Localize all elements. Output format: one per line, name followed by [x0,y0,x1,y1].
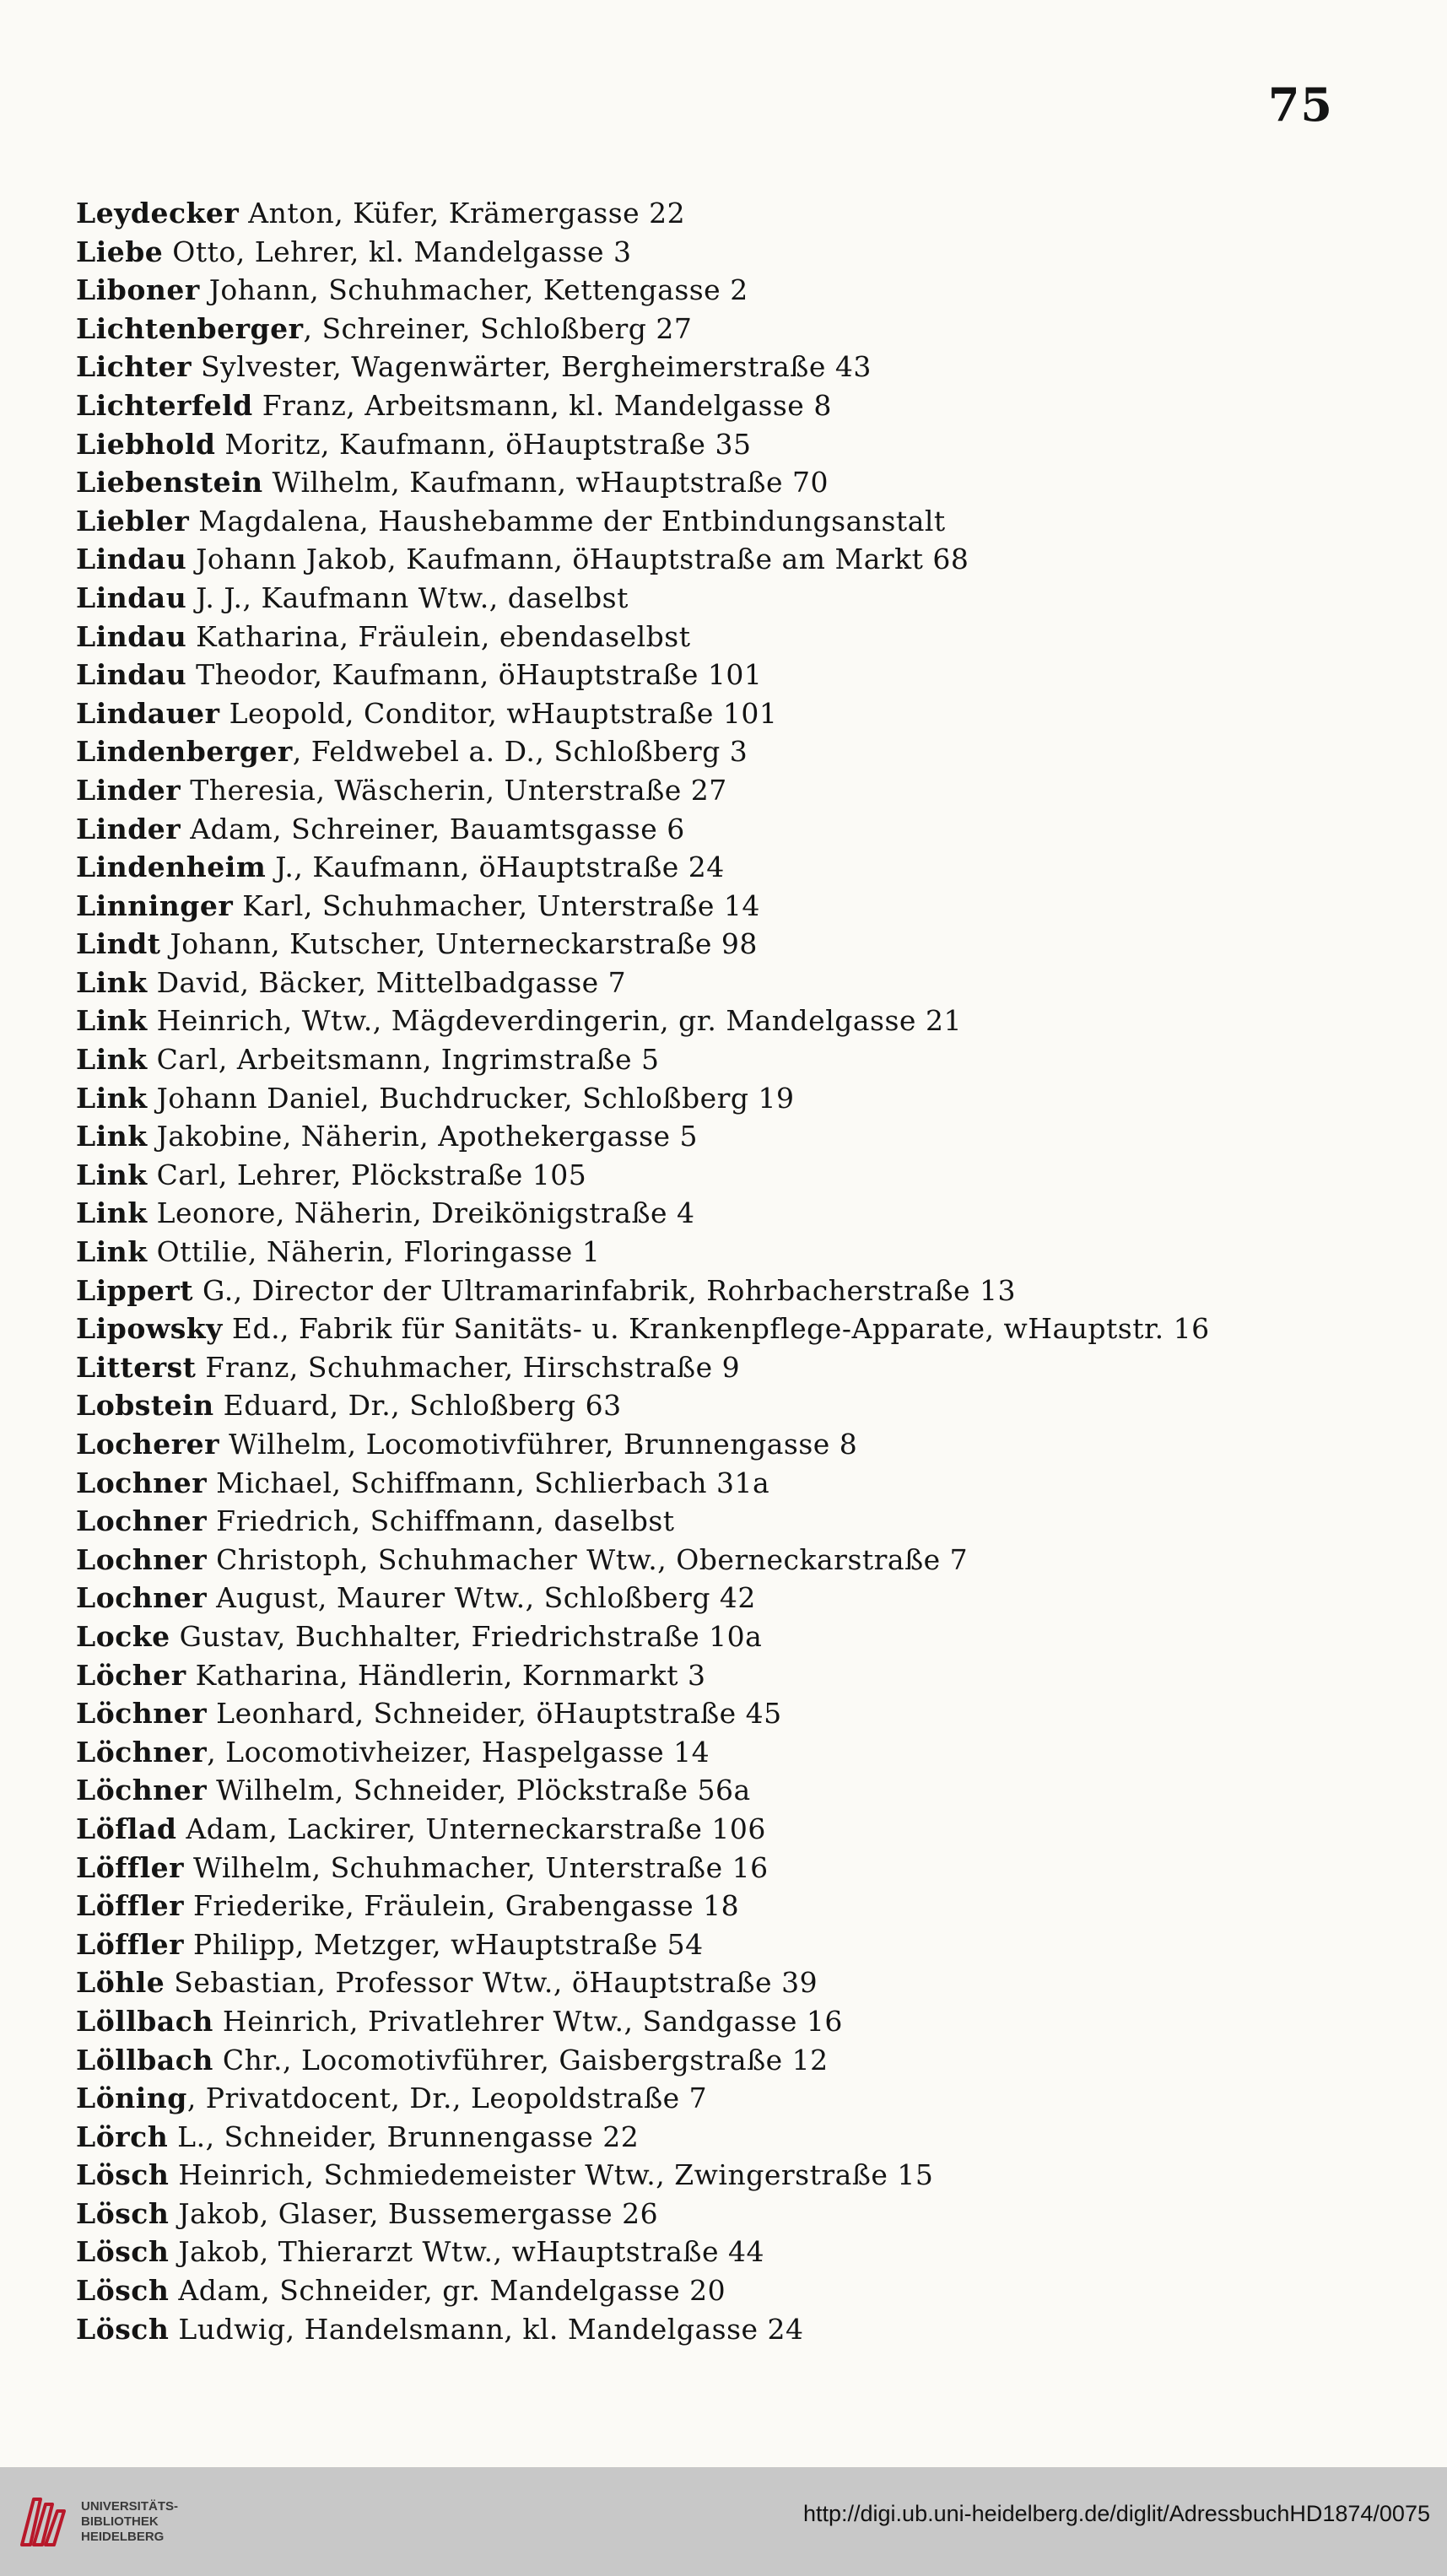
address-entry [76,1117,1409,1156]
entry-surname: Löcher [76,1658,186,1692]
entry-surname: Löllbach [76,2004,213,2038]
address-entry [76,1771,1409,1810]
entry-surname: Löning [76,2082,187,2115]
entry-surname: Link [76,1120,148,1153]
address-entry [76,271,1409,310]
entry-surname: Liebenstein [76,466,263,500]
entry-details: Leonore, Näherin, Dreikönigstraße 4 [147,1196,695,1230]
entry-surname: Löhle [76,1966,165,2000]
entry-surname: Lippert [76,1273,194,1307]
entry-surname: Liebe [76,235,164,268]
address-entry [76,771,1409,810]
entry-surname: Löffler [76,1927,185,1961]
entry-surname: Löchner [76,1697,208,1731]
entry-details: Chr., Locomotivführer, Gaisbergstraße 12 [213,2043,829,2076]
entry-surname: Löllbach [76,2043,213,2076]
address-entry [76,1694,1409,1733]
address-entry [76,310,1409,348]
entry-details: Adam, Schreiner, Bauamtsgasse 6 [181,812,685,845]
entry-surname: Lindau [76,543,187,576]
address-entry [76,1617,1409,1656]
entry-details: , Schreiner, Schloßberg 27 [303,311,693,345]
entry-surname: Lobstein [76,1389,214,1423]
address-entry [76,1002,1409,1040]
entry-surname: Löffler [76,1850,185,1884]
entry-details: Carl, Lehrer, Plöckstraße 105 [147,1158,587,1191]
address-entry [76,694,1409,733]
entry-details: Otto, Lehrer, kl. Mandelgasse 3 [163,235,632,268]
entry-surname: Lindau [76,658,187,692]
entry-surname: Lochner [76,1581,208,1615]
entry-surname: Leydecker [76,197,240,230]
entry-surname: Löflad [76,1812,177,1845]
entry-surname: Lindauer [76,696,220,730]
library-logo-icon [15,2492,74,2552]
address-entry [76,925,1409,964]
entry-surname: Lindenheim [76,851,267,884]
entry-details: Katharina, Händlerin, Kornmarkt 3 [186,1658,706,1692]
address-entry [76,656,1409,694]
entry-details: Jakobine, Näherin, Apothekergasse 5 [147,1120,699,1153]
entry-details: Friedrich, Schiffmann, daselbst [207,1504,675,1538]
entry-details: Johann, Kutscher, Unterneckarstraße 98 [160,927,758,961]
entry-surname: Link [76,1196,148,1230]
entry-details: Adam, Schneider, gr. Mandelgasse 20 [169,2274,726,2308]
entry-details: , Locomotivheizer, Haspelgasse 14 [207,1735,710,1769]
entry-surname: Lichterfeld [76,388,253,422]
address-entry [76,887,1409,926]
address-entry [76,1310,1409,1348]
address-entry [76,1348,1409,1387]
address-entry [76,732,1409,771]
entry-surname: Löchner [76,1774,208,1807]
entry-surname: Löchner [76,1735,208,1769]
library-name-line: BIBLIOTHEK [81,2514,159,2529]
entry-surname: Locke [76,1619,170,1653]
address-entry [76,618,1409,656]
address-entry [76,1194,1409,1233]
entry-surname: Lösch [76,2235,170,2269]
entry-surname: Lösch [76,2274,170,2308]
entry-details: Heinrich, Schmiedemeister Wtw., Zwingerstraße 15 [169,2158,934,2192]
entry-surname: Lichtenberger [76,311,304,345]
address-entry [76,2002,1409,2041]
entry-details: Leopold, Conditor, wHauptstraße 101 [219,696,778,730]
address-entry [76,2079,1409,2118]
entry-surname: Linder [76,812,181,845]
entry-surname: Link [76,1043,148,1077]
address-entry [76,2156,1409,2195]
entry-surname: Lindau [76,619,187,653]
entry-details: Christoph, Schuhmacher Wtw., Oberneckarstraße 7 [207,1542,969,1576]
entry-details: Michael, Schiffmann, Schlierbach 31a [207,1466,770,1499]
entry-details: Heinrich, Wtw., Mägdeverdingerin, gr. Mandelgasse 21 [147,1004,962,1038]
entry-surname: Lösch [76,2312,170,2346]
entry-details: Franz, Arbeitsmann, kl. Mandelgasse 8 [252,388,832,422]
address-entry [76,348,1409,386]
entry-surname: Link [76,1004,148,1038]
entry-details: Karl, Schuhmacher, Unterstraße 14 [233,888,760,922]
entry-details: Sebastian, Professor Wtw., öHauptstraße 39 [165,1966,818,2000]
entry-surname: Linder [76,773,181,807]
entry-surname: Link [76,1158,148,1191]
address-entry [76,2041,1409,2080]
address-entry [76,1079,1409,1118]
entry-surname: Liebler [76,504,190,537]
entry-surname: Lochner [76,1466,208,1499]
footer-bar [0,2467,1447,2576]
address-entry [76,1810,1409,1849]
entry-surname: Lindt [76,927,161,961]
entry-details: Ludwig, Handelsmann, kl. Mandelgasse 24 [169,2312,804,2346]
entry-details: Johann, Schuhmacher, Kettengasse 2 [199,273,748,307]
entry-details: August, Maurer Wtw., Schloßberg 42 [207,1581,756,1615]
address-entry [76,1541,1409,1580]
address-entry [76,1925,1409,1964]
entry-details: Moritz, Kaufmann, öHauptstraße 35 [215,427,752,461]
entry-details: Franz, Schuhmacher, Hirschstraße 9 [196,1350,741,1384]
address-entry [76,964,1409,1002]
address-entry [76,2271,1409,2310]
entry-details: David, Bäcker, Mittelbadgasse 7 [147,965,627,999]
entry-surname: Lipowsky [76,1312,223,1346]
address-entry [76,386,1409,425]
entry-surname: Lochner [76,1542,208,1576]
entry-details: Leonhard, Schneider, öHauptstraße 45 [207,1697,782,1731]
entry-surname: Liboner [76,273,200,307]
address-entry [76,1464,1409,1503]
address-entry [76,1733,1409,1772]
entry-surname: Litterst [76,1350,197,1384]
entry-details: Anton, Küfer, Krämergasse 22 [239,197,686,230]
entry-details: Philipp, Metzger, wHauptstraße 54 [184,1927,704,1961]
address-entry [76,1963,1409,2002]
entry-details: Johann Daniel, Buchdrucker, Schloßberg 19 [147,1081,795,1115]
address-entry [76,1040,1409,1079]
address-entry [76,1386,1409,1425]
entry-details: Ed., Fabrik für Sanitäts- u. Krankenpflege-Apparate, wHauptstr. 16 [222,1312,1210,1346]
address-entry [76,579,1409,618]
entry-details: Theresia, Wäscherin, Unterstraße 27 [181,773,727,807]
entry-surname: Lindenberger [76,735,293,769]
entry-details: Eduard, Dr., Schloßberg 63 [213,1389,622,1423]
entry-details: Gustav, Buchhalter, Friedrichstraße 10a [170,1619,763,1653]
entry-surname: Lindau [76,581,187,614]
address-entry [76,502,1409,541]
address-entry [76,1656,1409,1695]
address-entry [76,1233,1409,1272]
page-number: 75 [1267,78,1333,132]
entry-details: Theodor, Kaufmann, öHauptstraße 101 [186,658,763,692]
entry-details: Wilhelm, Kaufmann, wHauptstraße 70 [262,466,829,500]
address-entry [76,1425,1409,1464]
entry-details: Katharina, Fräulein, ebendaselbst [186,619,691,653]
entry-surname: Löffler [76,1889,185,1923]
address-entry [76,463,1409,502]
address-entry [76,848,1409,887]
entry-details: L., Schneider, Brunnengasse 22 [168,2120,640,2153]
entry-details: , Feldwebel a. D., Schloßberg 3 [292,735,748,769]
entry-surname: Lichter [76,350,192,384]
entry-surname: Lörch [76,2120,169,2153]
address-entry [76,810,1409,849]
library-name-line: HEIDELBERG [81,2530,165,2544]
entry-surname: Link [76,1235,148,1269]
entry-details: Jakob, Glaser, Bussemergasse 26 [169,2196,659,2230]
source-url-link[interactable]: http://digi.ub.uni-heidelberg.de/diglit/AdressbuchHD1874/0075 [802,2501,1430,2526]
entry-surname: Link [76,965,148,999]
address-entry [76,1272,1409,1310]
entry-details: G., Director der Ultramarinfabrik, Rohrbacherstraße 13 [193,1273,1016,1307]
entry-surname: Liebhold [76,427,216,461]
address-list [76,194,1409,2348]
address-entry [76,1887,1409,1925]
entry-details: J. J., Kaufmann Wtw., daselbst [186,581,629,614]
entry-details: Johann Jakob, Kaufmann, öHauptstraße am Markt 68 [186,543,969,576]
entry-surname: Linninger [76,888,234,922]
entry-details: Sylvester, Wagenwärter, Bergheimerstraße 43 [191,350,872,384]
entry-surname: Lösch [76,2196,170,2230]
address-entry [76,540,1409,579]
entry-surname: Lösch [76,2158,170,2192]
address-entry [76,2195,1409,2233]
entry-surname: Locherer [76,1428,220,1461]
entry-details: Jakob, Thierarzt Wtw., wHauptstraße 44 [169,2235,764,2269]
address-entry [76,194,1409,233]
address-entry [76,1156,1409,1195]
entry-details: Carl, Arbeitsmann, Ingrimstraße 5 [147,1043,660,1077]
address-entry [76,425,1409,464]
entry-details: J., Kaufmann, öHauptstraße 24 [266,851,725,884]
entry-surname: Link [76,1081,148,1115]
address-entry [76,1502,1409,1541]
entry-details: Wilhelm, Locomotivführer, Brunnengasse 8 [219,1428,858,1461]
entry-details: Wilhelm, Schneider, Plöckstraße 56a [207,1774,751,1807]
address-entry [76,2118,1409,2157]
library-name [81,2499,178,2545]
entry-surname: Lochner [76,1504,208,1538]
address-entry [76,1579,1409,1617]
entry-details: , Privatdocent, Dr., Leopoldstraße 7 [186,2082,708,2115]
address-entry [76,2310,1409,2349]
library-name-line: UNIVERSITÄTS- [81,2499,179,2514]
entry-details: Friederike, Fräulein, Grabengasse 18 [184,1889,740,1923]
address-entry [76,2233,1409,2271]
address-entry [76,233,1409,272]
entry-details: Wilhelm, Schuhmacher, Unterstraße 16 [184,1850,769,1884]
entry-details: Magdalena, Haushebamme der Entbindungsanstalt [189,504,946,537]
address-entry [76,1849,1409,1887]
entry-details: Adam, Lackirer, Unterneckarstraße 106 [176,1812,766,1845]
entry-details: Ottilie, Näherin, Floringasse 1 [147,1235,601,1269]
entry-details: Heinrich, Privatlehrer Wtw., Sandgasse 16 [213,2004,843,2038]
